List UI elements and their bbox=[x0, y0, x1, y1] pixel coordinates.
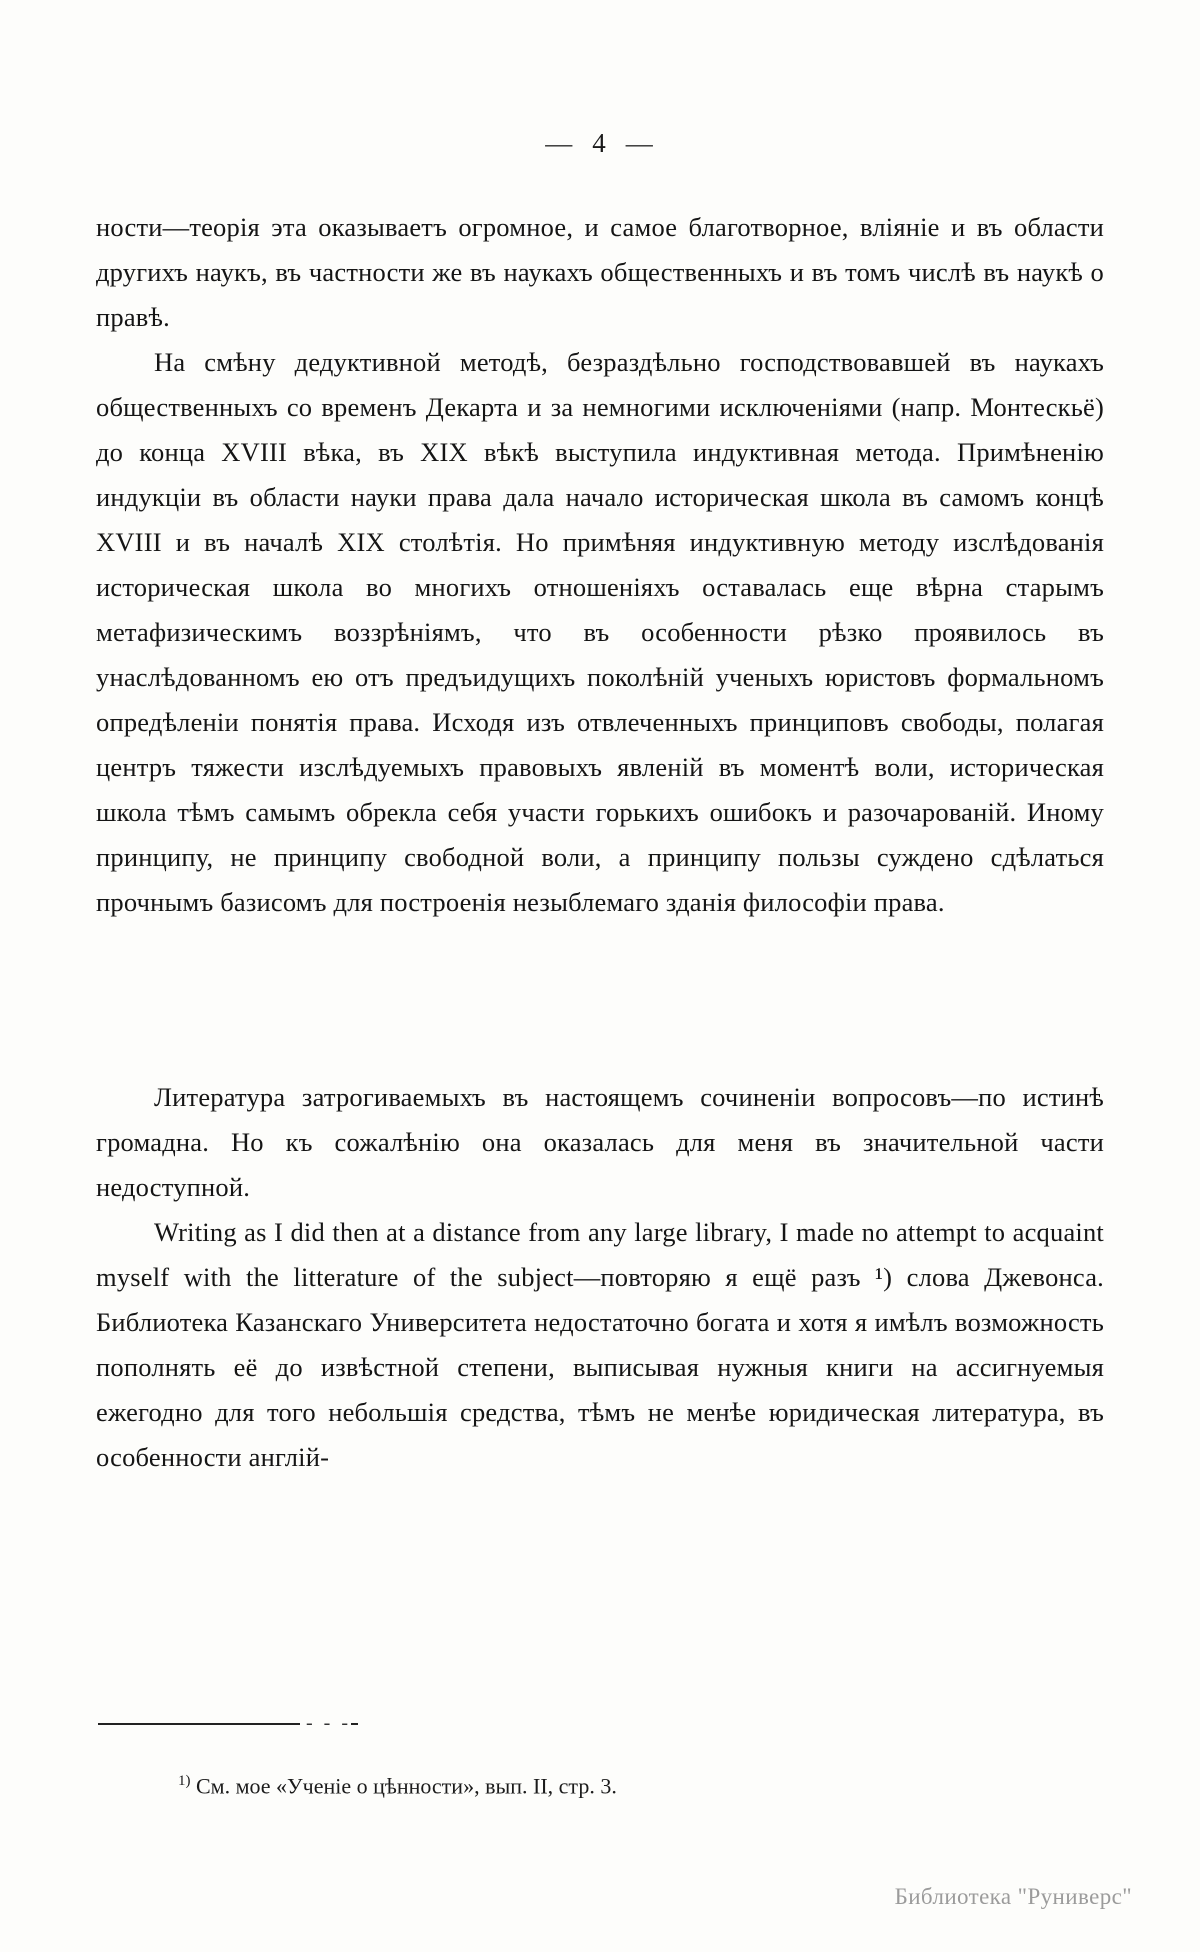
footnote-marker: 1) bbox=[178, 1773, 191, 1789]
paragraph-4: Writing as I did then at a distance from any large library, I made no attempt to acquaint myself with the litterature of the subject—повторяю я ещё разъ ¹) слова Джевонса. Библиотека Казанскаго Университета недостаточно богата и хотя я имѣлъ возможность пополнять её до извѣстной степени, выписывая нужныя книги на ассигнуемыя ежегодно для того небольшія средства, тѣмъ не менѣе юридическая литература, въ особенности англій- bbox=[96, 1217, 1104, 1472]
page-number: 4 bbox=[592, 128, 608, 158]
footnote-text: См. мое «Ученіе о цѣнности», вып. II, стр. 3. bbox=[196, 1773, 617, 1799]
paragraph-1: ности—теорія эта оказываетъ огромное, и самое благотворное, вліяніе и въ области другихъ наукъ, въ частности же въ наукахъ общественныхъ и въ томъ числѣ въ наукѣ о правѣ. bbox=[96, 212, 1104, 332]
header-dash-right: — bbox=[625, 128, 655, 158]
footnote-separator bbox=[98, 1712, 358, 1734]
section-gap bbox=[96, 925, 1104, 1075]
paragraph-3: Литература затрогиваемыхъ въ настоящемъ сочиненіи вопросовъ—по истинѣ громадна. Но къ сожалѣнію она оказалась для меня въ значительной части недоступной. bbox=[96, 1082, 1104, 1202]
footnote bbox=[96, 1765, 1104, 1802]
paragraph-2: На смѣну дедуктивной методѣ, безраздѣльно господствовавшей въ наукахъ общественныхъ со временъ Декарта и за немногими исключеніями (напр. Монтескьё) до конца XVIII вѣка, въ XIX вѣкѣ выступила индуктивная метода. Примѣненію индукціи въ области науки права дала начало историческая школа въ самомъ концѣ XVIII и въ началѣ XIX столѣтія. Но примѣняя индуктивную методу изслѣдованія историческая школа во многихъ отношеніяхъ оставалась еще вѣрна старымъ метафизическимъ воззрѣніямъ, что въ особенности рѣзко проявилось въ унаслѣдованномъ ею отъ предъидущихъ поколѣній ученыхъ юристовъ формальномъ опредѣленіи понятія права. Исходя изъ отвлеченныхъ принциповъ свободы, полагая центръ тяжести изслѣдуемыхъ правовыхъ явленій въ моментѣ воли, историческая школа тѣмъ самымъ обрекла себя участи горькихъ ошибокъ и разочарованій. Иному принципу, не принципу свободной воли, а принципу пользы суждено сдѣлаться прочнымъ базисомъ для построенія незыблемаго зданія философіи права. bbox=[96, 347, 1104, 917]
footnote-separator-dashes: - - - bbox=[300, 1712, 351, 1735]
page-header bbox=[0, 128, 1200, 159]
header-dash-left: — bbox=[545, 128, 575, 158]
library-watermark: Библиотека "Руниверс" bbox=[894, 1884, 1132, 1909]
body-text bbox=[96, 205, 1104, 1480]
